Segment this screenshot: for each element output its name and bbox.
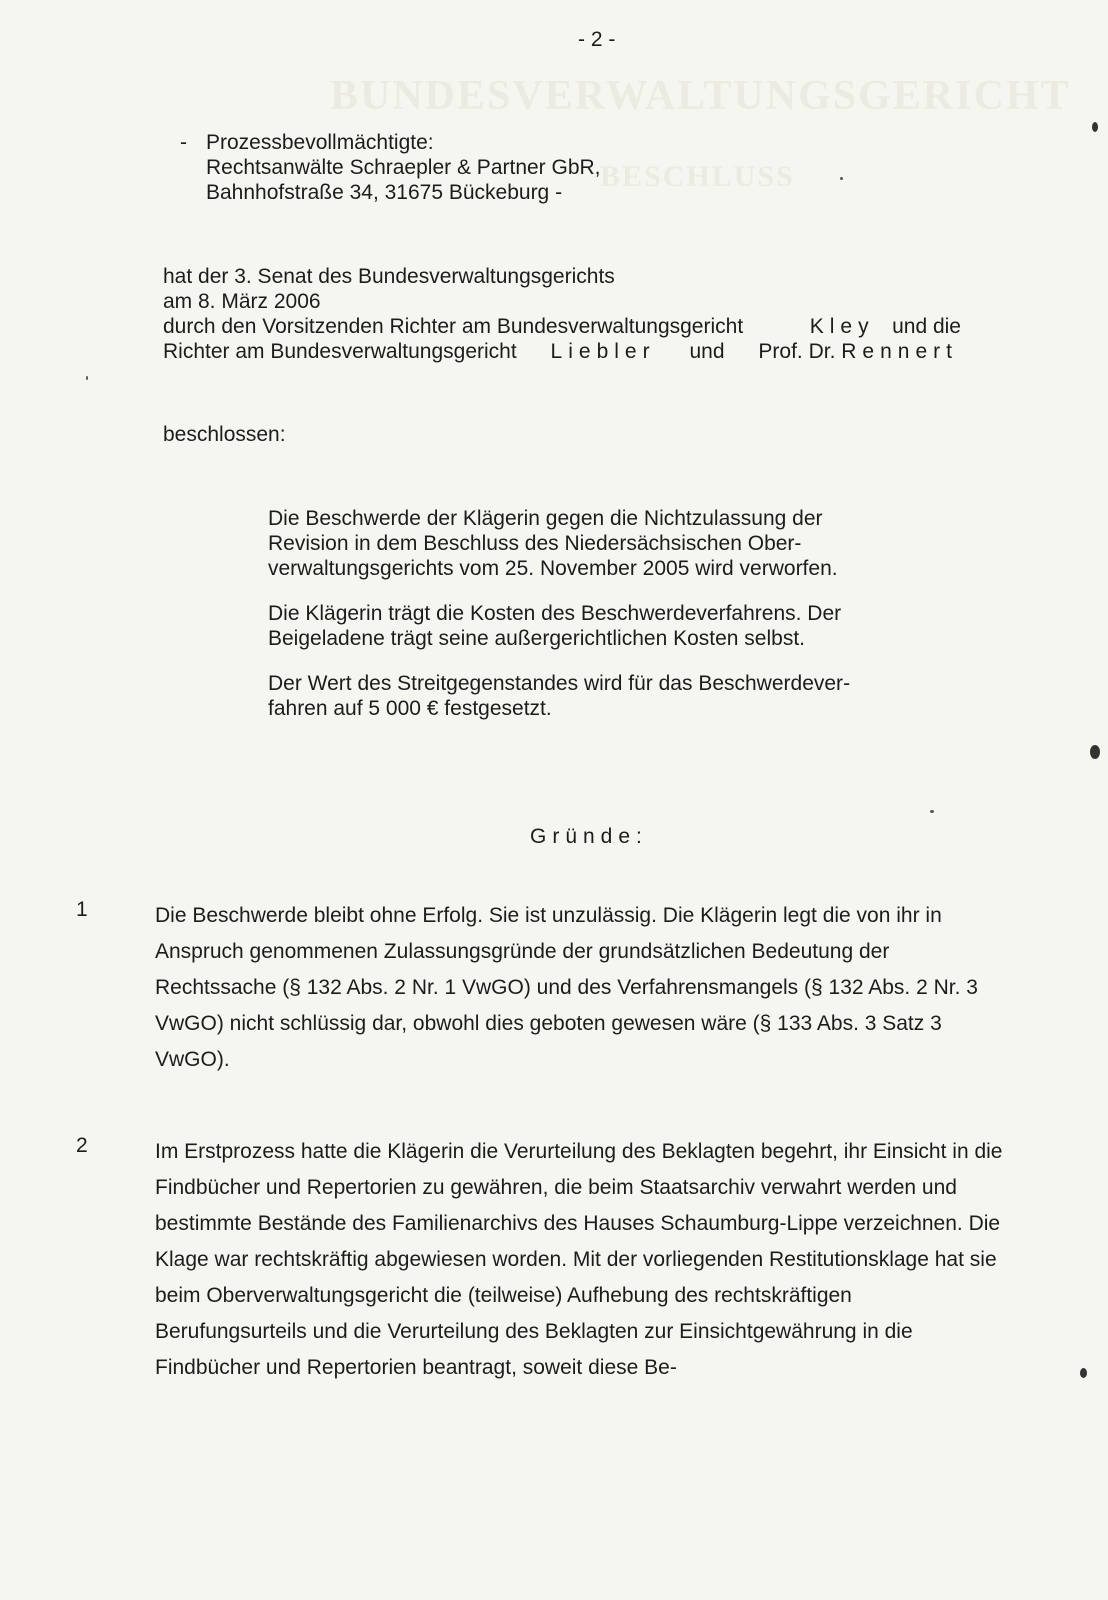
date-line: am 8. März 2006 <box>163 290 321 313</box>
counsel-block <box>180 130 601 205</box>
senate-line: hat der 3. Senat des Bundesverwaltungsgerichts <box>163 265 615 288</box>
punch-hole-mark <box>1092 122 1098 132</box>
paragraph-number: 1 <box>76 898 88 921</box>
dust-speck <box>840 177 843 180</box>
counsel-dash: - <box>180 131 187 154</box>
operative-paragraph-1: Die Beschwerde der Klägerin gegen die Nichtzulassung der Revision in dem Beschluss des Niedersächsischen Oberverwaltungsgerichts vom 25. November 2005 wird verworfen. <box>268 507 838 580</box>
reasons-paragraph: Die Beschwerde bleibt ohne Erfolg. Sie ist unzulässig. Die Klägerin legt die von ihr in Anspruch genommenen Zulassungsgründe der grundsätzlichen Bedeutung der Rechtssache (§ 132 Abs. 2 Nr. 1 VwGO) und des Verfahrensmangels (§ 132 Abs. 2 Nr. 3 VwGO) nicht schlüssig dar, obwohl dies geboten gewesen wäre (§ 133 Abs. 3 Satz 3 VwGO). <box>155 904 978 1071</box>
presiding-judge-suffix: und die <box>892 315 961 338</box>
presiding-judge-line <box>163 314 961 339</box>
paragraph-number: 2 <box>76 1134 88 1157</box>
dust-speck <box>930 810 934 813</box>
presiding-judge-name: Kley <box>809 315 875 338</box>
punch-hole-mark <box>1080 1368 1087 1378</box>
bleed-through-letterhead: BUNDESVERWALTUNGSGERICHT <box>330 73 1071 119</box>
reasons-paragraph: Im Erstprozess hatte die Klägerin die Verurteilung des Beklagten begehrt, ihr Einsicht in die Findbücher und Repertorien zu gewähren, die beim Staatsarchiv verwahrt werden und bestimmte Bestände des Familienarchivs des Hauses Schaumburg-Lippe verzeichnen. Die Klage war rechtskräftig abgewiesen worden. Mit der vorliegenden Restitutionsklage hat sie beim Oberverwaltungsgericht die (teilweise) Aufhebung des rechtskräftigen Berufungsurteils und die Verurteilung des Beklagten zur Einsichtgewährung in die Findbücher und Repertorien beantragt, soweit diese Be- <box>155 1140 1003 1379</box>
dust-speck <box>86 376 88 380</box>
judge-title: Prof. Dr. <box>758 340 836 363</box>
court-composition <box>163 264 983 364</box>
bleed-through-heading: BESCHLUSS <box>600 160 795 193</box>
counsel-address: Bahnhofstraße 34, 31675 Bückeburg - <box>206 181 563 204</box>
operative-paragraph-2: Die Klägerin trägt die Kosten des Beschwerdeverfahrens. Der Beigeladene trägt seine außergerichtlichen Kosten selbst. <box>268 602 842 650</box>
counsel-firm: Rechtsanwälte Schraepler & Partner GbR, <box>206 156 601 179</box>
operative-paragraph-3: Der Wert des Streitgegenstandes wird für das Beschwerdeverfahren auf 5 000 € festgesetzt. <box>268 672 851 720</box>
punch-hole-mark <box>1090 745 1100 759</box>
operative-part <box>268 506 888 741</box>
associate-judges-prefix: Richter am Bundesverwaltungsgericht <box>163 340 517 363</box>
counsel-label: Prozessbevollmächtigte: <box>206 131 434 154</box>
judge-rennert: Rennert <box>841 340 958 363</box>
associate-judges-line <box>163 339 958 364</box>
decided-label: beschlossen: <box>163 423 286 446</box>
judge-liebler: Liebler <box>550 340 656 363</box>
page-number: - 2 - <box>578 28 616 51</box>
presiding-judge-prefix: durch den Vorsitzenden Richter am Bundesverwaltungsgericht <box>163 315 744 338</box>
judges-conjunction: und <box>689 340 725 363</box>
reasons-heading: Gründe: <box>530 825 648 848</box>
